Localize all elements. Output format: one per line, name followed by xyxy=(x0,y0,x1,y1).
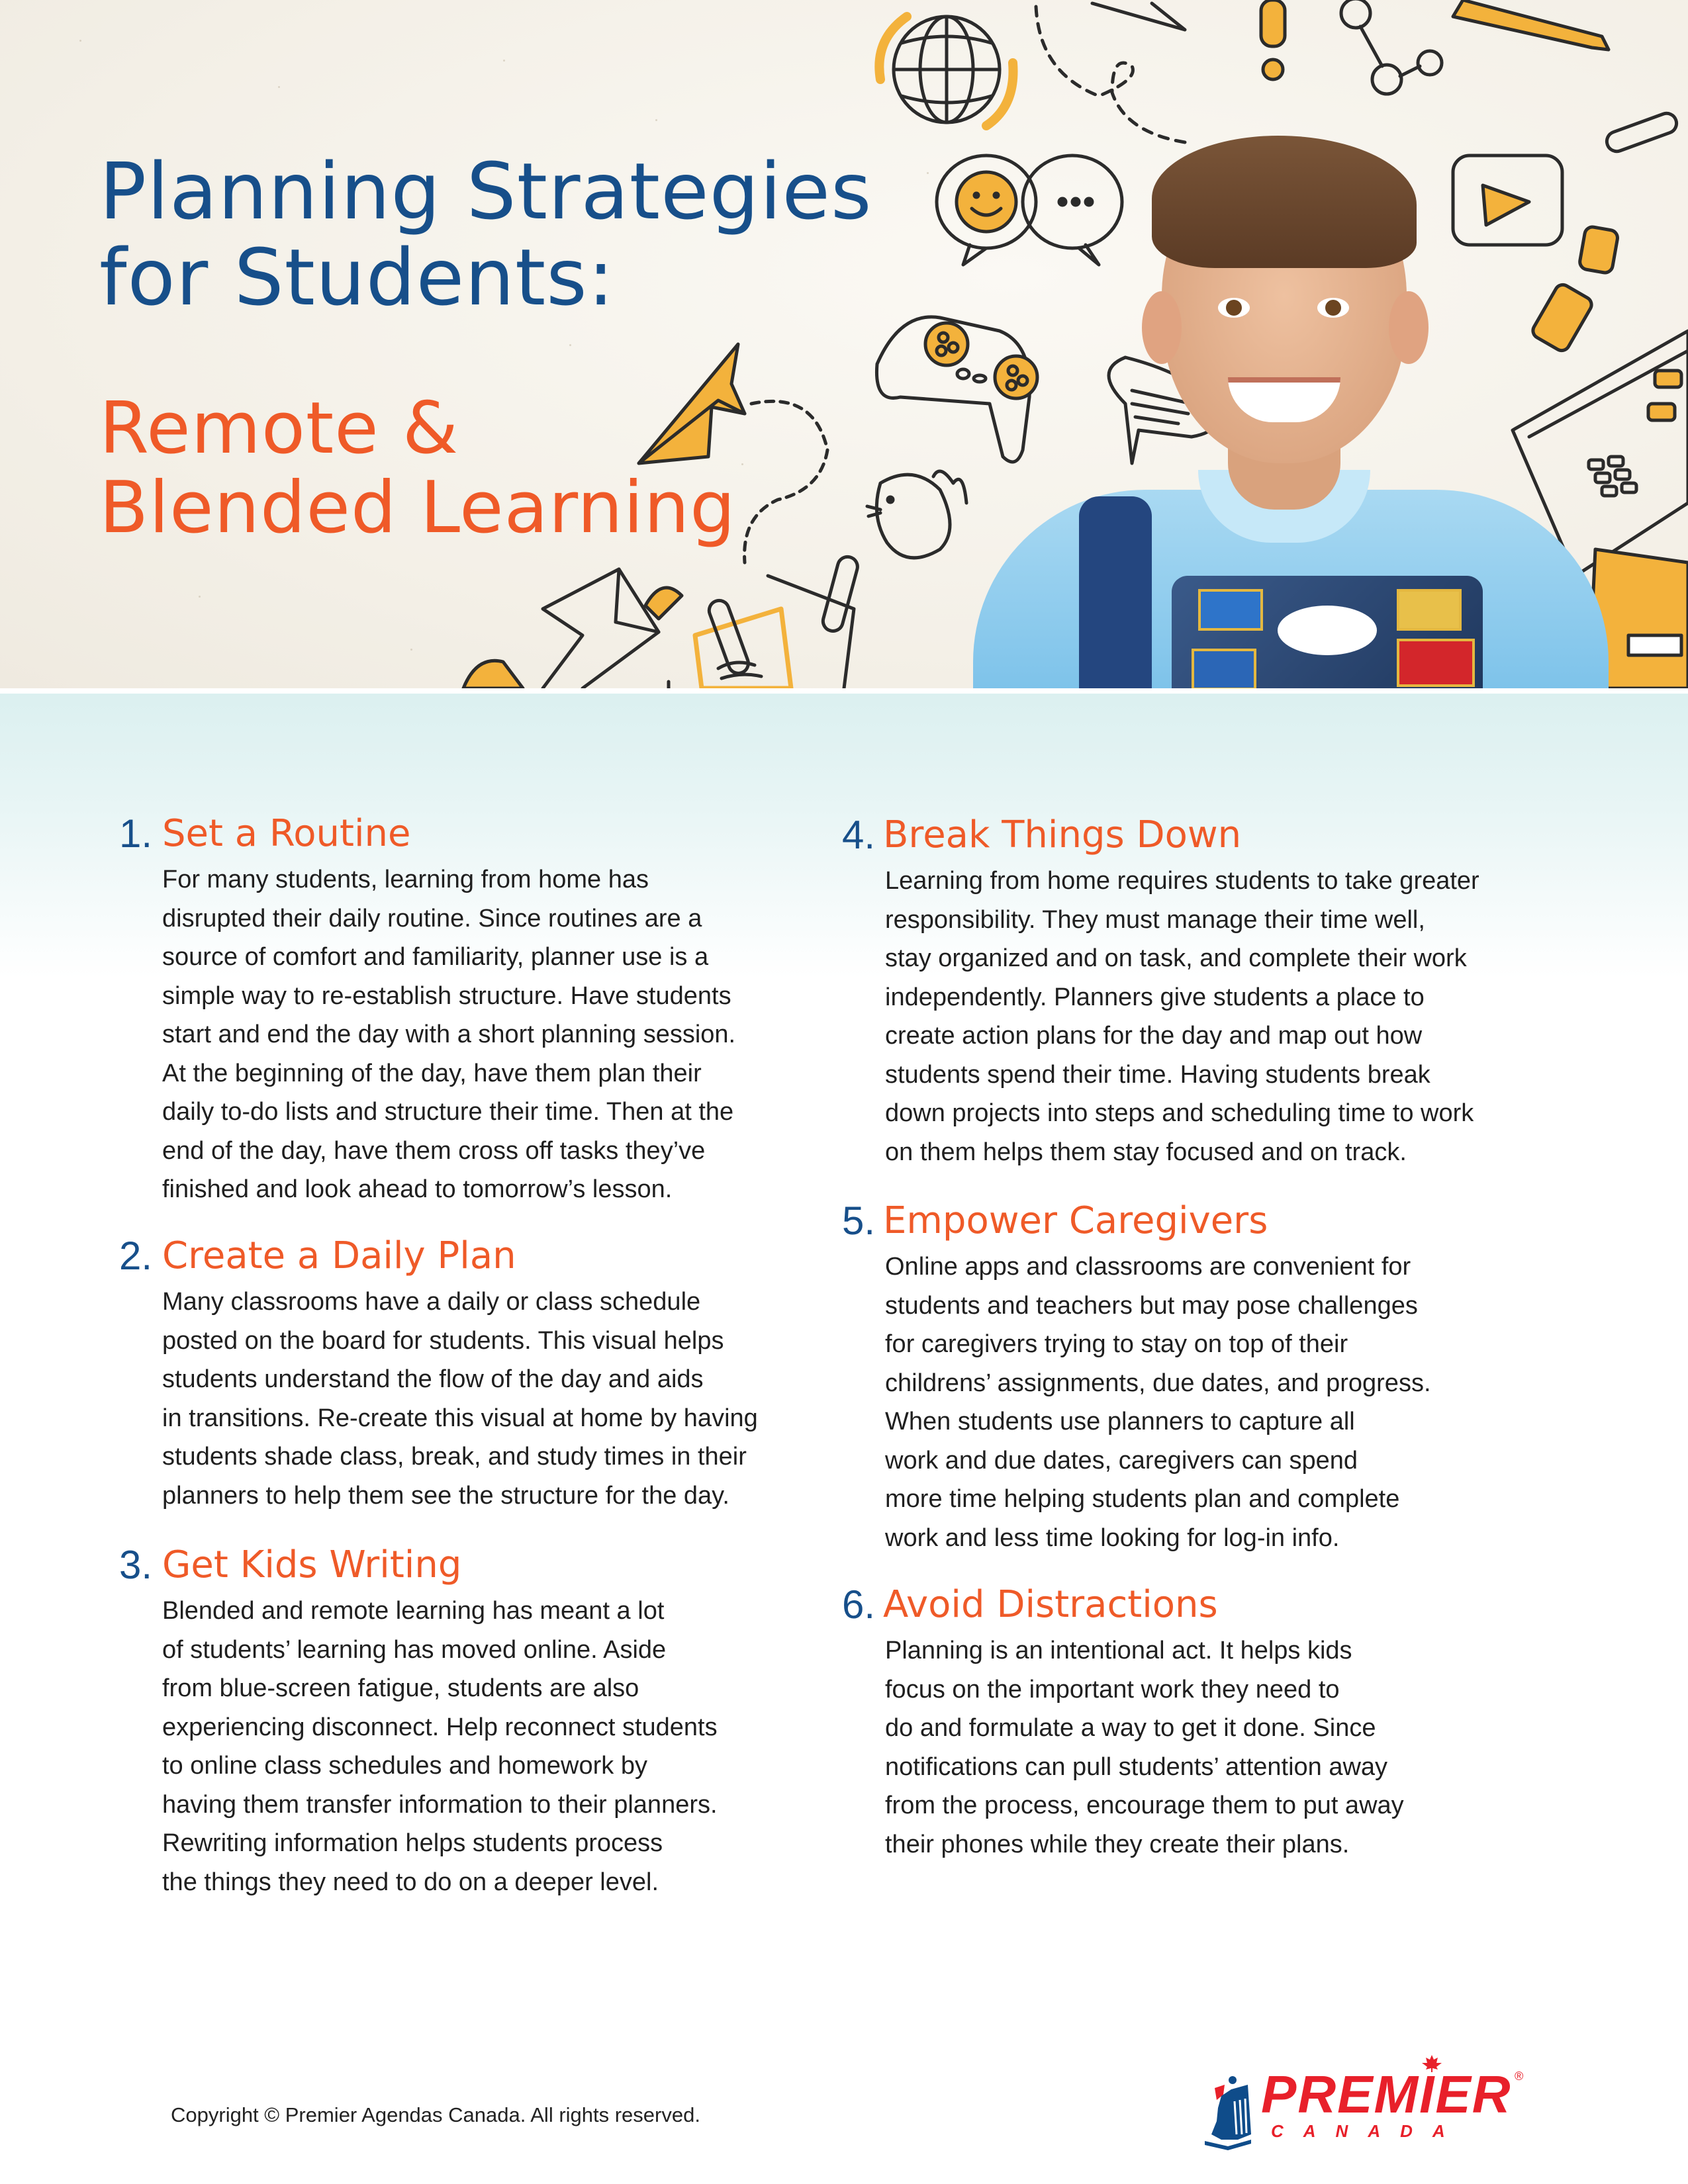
hero-banner xyxy=(0,0,1688,688)
exclamation-icon xyxy=(1261,0,1285,79)
flag-patch xyxy=(1192,649,1256,688)
body-line: notifications can pull students’ attention away xyxy=(885,1752,1388,1781)
body-line: more time helping students plan and complete xyxy=(885,1485,1400,1513)
body-line: responsibility. They must manage their time well, xyxy=(885,905,1425,934)
section-heading xyxy=(119,1539,718,1592)
section-title: Set a Routine xyxy=(162,812,411,855)
body-line: At the beginning of the day, have them plan their xyxy=(162,1059,702,1087)
body-line: students shade class, break, and study times in their xyxy=(162,1443,747,1471)
body-line: for caregivers trying to stay on top of their xyxy=(885,1330,1348,1358)
section-body xyxy=(885,1631,1404,1864)
section-heading xyxy=(842,809,1479,862)
body-line: start and end the day with a short planning session. xyxy=(162,1021,736,1048)
section-body xyxy=(162,1283,758,1515)
body-line: on them helps them stay focused and on track. xyxy=(885,1138,1407,1166)
body-line: work and less time looking for log-in info. xyxy=(885,1524,1340,1552)
logo-wordmark: PREMIER xyxy=(1261,2065,1512,2124)
body-line: students spend their time. Having students break xyxy=(885,1060,1430,1089)
flag-patch xyxy=(1198,589,1263,631)
denim-planner xyxy=(1172,576,1483,688)
body-line: work and due dates, caregivers can spend xyxy=(885,1446,1358,1475)
section-number: 1. xyxy=(119,811,153,856)
body-line: from blue-screen fatigue, students are also xyxy=(162,1674,639,1702)
body-line: Planning is an intentional act. It helps kids xyxy=(885,1637,1352,1664)
flag-patch xyxy=(1397,589,1462,631)
body-line: childrens’ assignments, due dates, and progress. xyxy=(885,1369,1431,1397)
section-number: 4. xyxy=(842,813,876,857)
section-heading xyxy=(119,807,735,860)
copyright-notice: Copyright © Premier Agendas Canada. All rights reserved. xyxy=(171,2103,700,2126)
page-title-line2: for Students: xyxy=(99,232,615,323)
body-line: of students’ learning has moved online. Aside xyxy=(162,1635,667,1664)
body-line: experiencing disconnect. Help reconnect students xyxy=(162,1713,718,1741)
section-number: 2. xyxy=(119,1234,153,1278)
bird-icon xyxy=(867,471,966,558)
pen-icon xyxy=(1453,0,1609,50)
body-line: finished and look ahead to tomorrow’s lesson. xyxy=(162,1175,673,1203)
section-empower-caregivers xyxy=(842,1195,1431,1557)
ear-left xyxy=(1142,291,1182,364)
backpack-strap xyxy=(1079,496,1152,688)
section-number: 5. xyxy=(842,1199,876,1243)
body-line: their phones while they create their plans. xyxy=(885,1830,1350,1858)
section-break-things-down xyxy=(842,809,1479,1171)
student-photo xyxy=(973,99,1609,688)
flag-patch xyxy=(1397,639,1475,687)
body-line: focus on the important work they need to xyxy=(885,1675,1340,1704)
eye-left xyxy=(1218,298,1250,318)
ear-right xyxy=(1389,291,1429,364)
section-heading xyxy=(842,1195,1431,1248)
body-line: stay organized and on task, and complete their work xyxy=(885,944,1467,972)
hair xyxy=(1152,136,1417,268)
section-body xyxy=(885,862,1479,1171)
body-line: For many students, learning from home has xyxy=(162,866,649,893)
section-title: Avoid Distractions xyxy=(883,1583,1218,1626)
eye-right xyxy=(1317,298,1349,318)
body-line: planners to help them see the structure for the day. xyxy=(162,1481,729,1510)
section-create-a-daily-plan xyxy=(119,1230,758,1515)
body-line: posted on the board for students. This visual helps xyxy=(162,1326,724,1355)
body-line: create action plans for the day and map out how xyxy=(885,1022,1423,1050)
body-line: down projects into steps and scheduling time to work xyxy=(885,1099,1474,1127)
body-line: students understand the flow of the day and aids xyxy=(162,1365,704,1393)
section-title: Get Kids Writing xyxy=(162,1543,462,1586)
page-title-line1: Planning Strategies xyxy=(99,146,872,237)
body-line: When students use planners to capture all xyxy=(885,1408,1355,1435)
body-line: Online apps and classrooms are convenient for xyxy=(885,1253,1411,1281)
body-line: independently. Planners give students a place to xyxy=(885,983,1425,1011)
body-line: from the process, encourage them to put away xyxy=(885,1792,1404,1819)
section-title: Break Things Down xyxy=(883,813,1242,856)
body-line: daily to-do lists and structure their time. Then at the xyxy=(162,1098,734,1126)
body-line: Learning from home requires students to take greater xyxy=(885,867,1479,895)
section-heading xyxy=(842,1578,1404,1631)
planner-label xyxy=(1278,606,1377,655)
page-subtitle-line1: Remote & xyxy=(99,387,459,470)
section-number: 3. xyxy=(119,1543,153,1587)
body-line: the things they need to do on a deeper level. xyxy=(162,1868,659,1896)
note-paper-icon xyxy=(669,576,854,688)
body-line: Many classrooms have a daily or class schedule xyxy=(162,1288,701,1316)
body-line: having them transfer information to their planners. xyxy=(162,1790,718,1819)
registered-mark: ® xyxy=(1515,2070,1524,2083)
page-subtitle-line2: Blended Learning xyxy=(99,467,736,549)
body-line: source of comfort and familiarity, planner use is a xyxy=(162,943,709,971)
section-avoid-distractions xyxy=(842,1578,1404,1864)
section-get-kids-writing xyxy=(119,1539,718,1901)
body-line: end of the day, have them cross off tasks they’ve xyxy=(162,1136,706,1165)
body-line: disrupted their daily routine. Since routines are a xyxy=(162,904,702,933)
section-number: 6. xyxy=(842,1582,876,1627)
body-line: to online class schedules and homework by xyxy=(162,1752,647,1780)
section-body xyxy=(162,1592,718,1901)
body-line: do and formulate a way to get it done. Since xyxy=(885,1714,1376,1742)
body-line: students and teachers but may pose challenges xyxy=(885,1291,1418,1320)
section-body xyxy=(885,1248,1431,1557)
body-line: in transitions. Re-create this visual at home by having xyxy=(162,1404,758,1432)
section-set-a-routine xyxy=(119,807,735,1209)
premier-mascot-icon xyxy=(1198,2055,1261,2151)
section-body xyxy=(162,860,735,1209)
envelope-icon xyxy=(463,569,682,688)
body-line: Rewriting information helps students process xyxy=(162,1829,663,1857)
body-line: simple way to re-establish structure. Have students xyxy=(162,981,731,1010)
section-heading xyxy=(119,1230,758,1283)
body-line: Blended and remote learning has meant a lot xyxy=(162,1597,665,1625)
network-nodes-icon xyxy=(1341,0,1442,94)
logo-subtext: CANADA xyxy=(1271,2121,1465,2141)
premier-canada-logo xyxy=(1198,2055,1569,2151)
section-title: Create a Daily Plan xyxy=(162,1234,516,1277)
section-title: Empower Caregivers xyxy=(883,1199,1268,1242)
